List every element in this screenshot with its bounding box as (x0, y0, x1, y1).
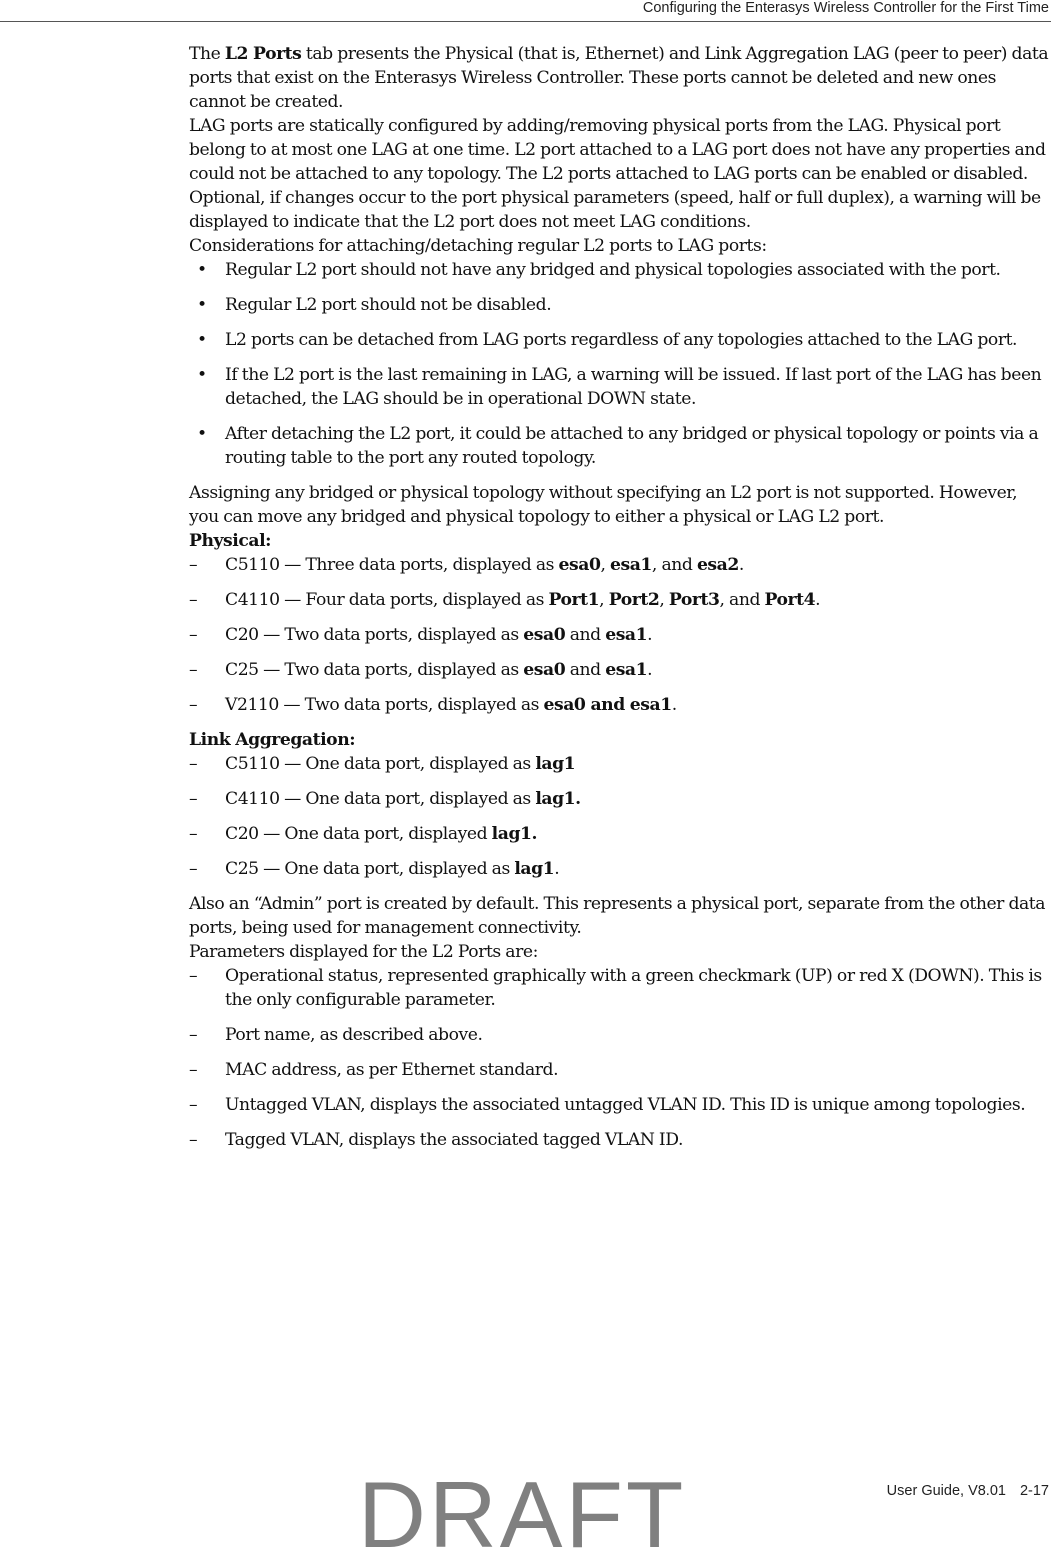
footer-page-number: 2-17 (1019, 1483, 1049, 1499)
parameters-list (189, 964, 1049, 1152)
page-header (0, 0, 1051, 22)
list-item: – C25 — One data port, displayed as lag1. (189, 859, 560, 879)
list-item: • L2 ports can be detached from LAG ports regardless of any topologies attached to the LAG port. (197, 330, 1018, 350)
list-item: – C20 — Two data ports, displayed as esa0 and esa1. (189, 625, 653, 645)
list-item: • After detaching the L2 port, it could be attached to any bridged or physical topology or points via a routing table to the port any routed topology. (197, 424, 1039, 468)
physical-heading: Physical: (189, 531, 272, 551)
bullet-marker: • (197, 365, 207, 385)
dash-marker: – (189, 660, 198, 680)
list-item: – C5110 — One data port, displayed as lag1 (189, 754, 576, 774)
bullet-marker: • (197, 295, 207, 315)
list-item: – C5110 — Three data ports, displayed as esa0, esa1, and esa2. (189, 555, 744, 575)
list-item: – C25 — Two data ports, displayed as esa0 and esa1. (189, 660, 653, 680)
admin-port-paragraph: Also an “Admin” port is created by default. This represents a physical port, separate from the other data ports, being used for management connectivity. (189, 894, 1046, 938)
list-item: – Tagged VLAN, displays the associated tagged VLAN ID. (189, 1130, 683, 1150)
dash-marker: – (189, 789, 198, 809)
dash-marker: – (189, 695, 198, 715)
page-footer (887, 1483, 1049, 1499)
intro-paragraph-1: The L2 Ports tab presents the Physical (that is, Ethernet) and Link Aggregation LAG (peer to peer) data ports that exist on the Enterasys Wireless Controller. These ports cannot be deleted and new ones cannot be created. (189, 44, 1049, 112)
list-item: – C4110 — One data port, displayed as lag1. (189, 789, 581, 809)
dash-marker: – (189, 966, 198, 986)
list-item: • Regular L2 port should not be disabled. (197, 295, 552, 315)
list-item: – Untagged VLAN, displays the associated untagged VLAN ID. This ID is unique among topologies. (189, 1095, 1026, 1115)
dash-marker: – (189, 1130, 198, 1150)
list-item: – V2110 — Two data ports, displayed as esa0 and esa1. (189, 695, 677, 715)
bullet-marker: • (197, 260, 207, 280)
header-title: Configuring the Enterasys Wireless Controller for the First Time (642, 0, 1049, 16)
link-aggregation-heading: Link Aggregation: (189, 730, 356, 750)
dash-marker: – (189, 1025, 198, 1045)
dash-marker: – (189, 1095, 198, 1115)
list-item: • If the L2 port is the last remaining in LAG, a warning will be issued. If last port of the LAG has been detached, the LAG should be in operational DOWN state. (197, 365, 1042, 409)
bullet-marker: • (197, 424, 207, 444)
physical-list (189, 553, 1049, 717)
considerations-list (189, 258, 1049, 470)
list-item: – C4110 — Four data ports, displayed as Port1, Port2, Port3, and Port4. (189, 590, 821, 610)
list-item: – C20 — One data port, displayed lag1. (189, 824, 538, 844)
parameters-intro: Parameters displayed for the L2 Ports are: (189, 942, 538, 962)
dash-marker: – (189, 1060, 198, 1080)
dash-marker: – (189, 754, 198, 774)
dash-marker: – (189, 625, 198, 645)
dash-marker: – (189, 555, 198, 575)
dash-marker: – (189, 859, 198, 879)
dash-marker: – (189, 590, 198, 610)
assigning-paragraph: Assigning any bridged or physical topology without specifying an L2 port is not supported. However, you can move any bridged and physical topology to either a physical or LAG L2 port. (189, 483, 1018, 527)
l2-ports-term: L2 Ports (224, 44, 302, 64)
list-item: – Port name, as described above. (189, 1025, 483, 1045)
footer-guide-version: User Guide, V8.01 (886, 1483, 1006, 1499)
list-item: • Regular L2 port should not have any bridged and physical topologies associated with the port. (197, 260, 1001, 280)
intro-paragraph-2: LAG ports are statically configured by adding/removing physical ports from the LAG. Physical port belong to at most one LAG at one time. L2 port attached to a LAG port does not have any properties and could not be attached to any topology. The L2 ports attached to LAG ports can be enabled or disabled. Optional, if changes occur to the port physical parameters (speed, half or full duplex), a warning will be displayed to indicate that the L2 port does not meet LAG conditions. (189, 116, 1046, 232)
document-body (189, 42, 1049, 1163)
list-item: – MAC address, as per Ethernet standard. (189, 1060, 559, 1080)
bullet-marker: • (197, 330, 207, 350)
link-aggregation-list (189, 752, 1049, 881)
intro-paragraph-3: Considerations for attaching/detaching regular L2 ports to LAG ports: (189, 236, 767, 256)
list-item: – Operational status, represented graphically with a green checkmark (UP) or red X (DOWN). This is the only configurable parameter. (189, 966, 1042, 1010)
dash-marker: – (189, 824, 198, 844)
draft-watermark: DRAFT (358, 1462, 687, 1567)
